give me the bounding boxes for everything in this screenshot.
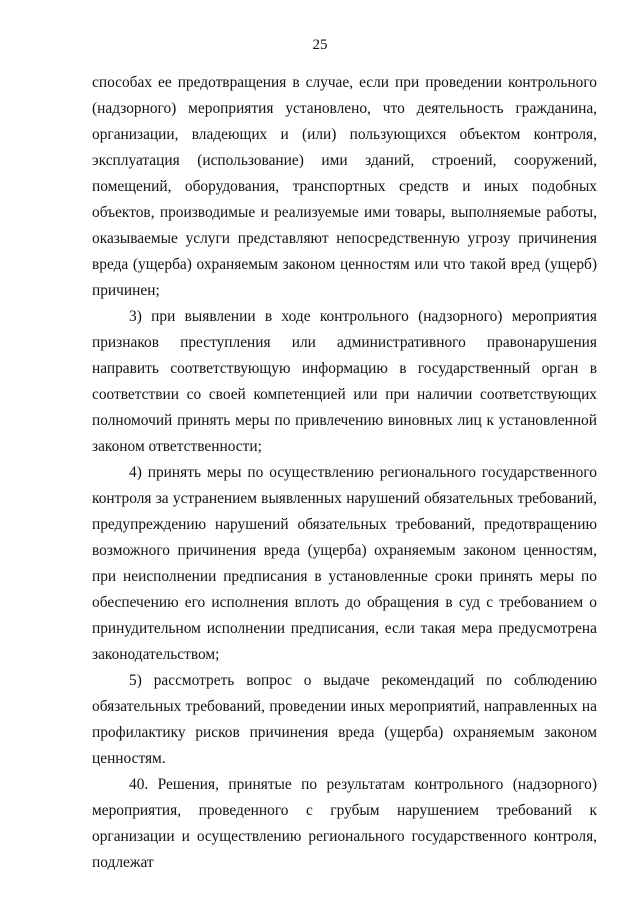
document-body xyxy=(92,70,597,876)
paragraph-item-5: 5) рассмотреть вопрос о выдаче рекомендаций по соблюдению обязательных требований, проведении иных мероприятий, направленных на профилактику рисков причинения вреда (ущерба) охраняемым законом ценностям. xyxy=(92,672,597,767)
paragraph-item-4: 4) принять меры по осуществлению регионального государственного контроля за устранением выявленных нарушений обязательных требований, предупреждению нарушений обязательных требований, предотвращению возможного причинения вреда (ущерба) охраняемым законом ценностям, при неисполнении предписания в установленные сроки принять меры по обеспечению его исполнения вплоть до обращения в суд с требованием о принудительном исполнении предписания, если такая мера предусмотрена законодательством; xyxy=(92,464,597,663)
paragraph-clause-40: 40. Решения, принятые по результатам контрольного (надзорного) мероприятия, проведенного с грубым нарушением требований к организации и осуществлению регионального государственного контроля, подлежат xyxy=(92,776,597,871)
page-number: 25 xyxy=(312,37,328,53)
paragraph-continuation: способах ее предотвращения в случае, если при проведении контрольного (надзорного) мероприятия установлено, что деятельность гражданина, организации, владеющих и (или) пользующихся объектом контроля, эксплуатация (использование) ими зданий, строений, сооружений, помещений, оборудования, транспортных средств и иных подобных объектов, производимые и реализуемые ими товары, выполняемые работы, оказываемые услуги представляют непосредственную угрозу причинения вреда (ущерба) охраняемым законом ценностям или что такой вред (ущерб) причинен; xyxy=(92,74,597,299)
paragraph-item-3: 3) при выявлении в ходе контрольного (надзорного) мероприятия признаков преступления или административного правонарушения направить соответствующую информацию в государственный орган в соответствии со своей компетенцией или при наличии соответствующих полномочий принять меры по привлечению виновных лиц к установленной законом ответственности; xyxy=(92,308,597,455)
